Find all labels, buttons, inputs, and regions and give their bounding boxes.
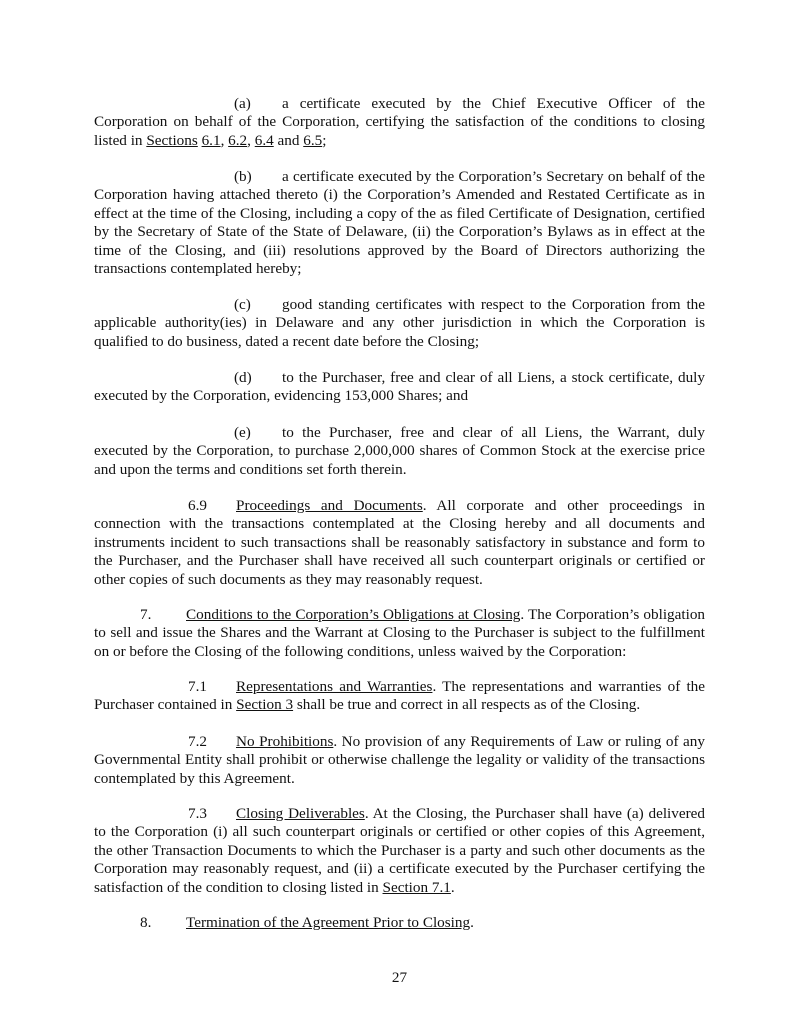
section-7-1: 7.1 Representations and Warranties. The representations and warranties of the Purchaser contained in Section 3 shall be true and correct in all respects as of the Closing. xyxy=(94,678,706,714)
section-7: 7. Conditions to the Corporation’s Obligations at Closing. The Corporation’s obligation to sell and issue the Shares and the Warrant at Closing to the Purchaser is subject to the fulfillment on or before the Closing of the following conditions, unless waived by the Corporation: xyxy=(94,606,706,660)
paragraph-d: (d) to the Purchaser, free and clear of all Liens, a stock certificate, duly executed by the Corporation, evidencing 153,000 Shares; and xyxy=(94,369,705,405)
paragraph-e: (e) to the Purchaser, free and clear of all Liens, the Warrant, duly executed by the Corporation, to purchase 2,000,000 shares of Common Stock at the exercise price and upon the terms and conditions set forth therein. xyxy=(94,424,705,478)
section-heading: Closing Deliverables xyxy=(236,805,365,822)
section-8: 8. Termination of the Agreement Prior to Closing. xyxy=(140,914,474,931)
section-heading: Proceedings and Documents xyxy=(236,497,423,514)
section-heading: Termination of the Agreement Prior to Closing xyxy=(186,914,471,931)
section-7-2: 7.2 No Prohibitions. No provision of any Requirements of Law or ruling of any Governmental Entity shall prohibit or otherwise challenge the legality or validity of the transactions contemplated by this Agreement. xyxy=(94,733,705,787)
section-7-1-link[interactable]: Section 7.1 xyxy=(382,878,451,896)
section-6-2-link[interactable]: 6.2 xyxy=(228,131,248,149)
section-6-5-link[interactable]: 6.5 xyxy=(303,131,323,149)
section-heading: No Prohibitions xyxy=(236,733,334,750)
section-3-link[interactable]: Section 3 xyxy=(236,696,294,714)
section-heading: Representations and Warranties xyxy=(236,678,433,695)
section-6-9: 6.9 Proceedings and Documents. All corporate and other proceedings in connection with the transactions contemplated at the Closing hereby and all documents and instruments incident to such transactions shall be reasonably satisfactory in substance and form to the Purchaser, and the Purchaser shall have received all such counterpart originals or certified or other copies of such documents as they may reasonably request. xyxy=(94,497,705,588)
section-heading: Conditions to the Corporation’s Obligations at Closing xyxy=(186,606,521,623)
section-6-4-link[interactable]: 6.4 xyxy=(254,131,274,149)
section-7-3: 7.3 Closing Deliverables. At the Closing, the Purchaser shall have (a) delivered to the Corporation (i) all such counterpart originals or certified or other copies of this Agreement, the other Transaction Documents to which the Purchaser is a party and such other documents as the Corporation may reasonably request, and (ii) a certificate executed by the Purchaser certifying the satisfaction of the condition to closing listed in Section 7.1. xyxy=(94,805,706,896)
paragraph-b: (b) a certificate executed by the Corporation’s Secretary on behalf of the Corporation having attached thereto (i) the Corporation’s Amended and Restated Certificate as in effect at the time of the Closing, including a copy of the as filed Certificate of Designation, certified by the Secretary of State of the State of Delaware, (ii) the Corporation’s Bylaws as in effect at the time of the Closing, and (iii) resolutions approved by the Board of Directors authorizing the transactions contemplated hereby; xyxy=(94,168,705,278)
page-number: 27 xyxy=(391,969,408,986)
paragraph-a: (a) a certificate executed by the Chief Executive Officer of the Corporation on behalf of the Corporation, certifying the satisfaction of the conditions to closing listed in Sections 6.1, 6.2, 6.4 and 6.5; xyxy=(94,95,705,149)
sections-link[interactable]: Sections xyxy=(146,131,198,149)
section-6-1-link[interactable]: 6.1 xyxy=(201,131,221,149)
paragraph-c: (c) good standing certificates with respect to the Corporation from the applicable authority(ies) in Delaware and any other jurisdiction in which the Corporation is qualified to do business, dated a recent date before the Closing; xyxy=(94,296,705,350)
